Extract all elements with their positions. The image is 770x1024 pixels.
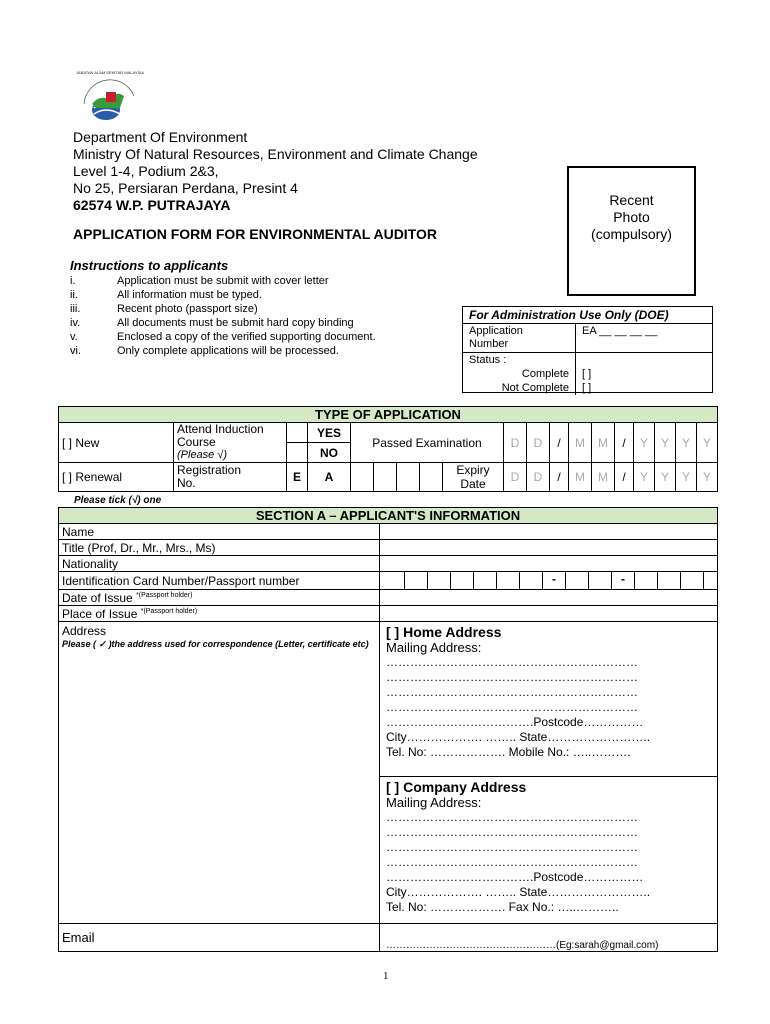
date-cell[interactable]: D bbox=[504, 423, 527, 463]
name-input[interactable] bbox=[380, 524, 718, 540]
date-issue-input[interactable] bbox=[380, 590, 718, 606]
admin-heading: For Administration Use Only (DOE) bbox=[463, 307, 712, 324]
yes-label: YES bbox=[308, 423, 351, 443]
date-cell[interactable]: D bbox=[527, 423, 550, 463]
new-checkbox[interactable]: [ ] New bbox=[59, 423, 174, 463]
date-issue-text: Date of Issue bbox=[62, 590, 133, 605]
admin-app-value: EA __ __ __ __ bbox=[582, 325, 658, 337]
address-label: Address bbox=[62, 624, 107, 638]
header-ministry: Ministry Of Natural Resources, Environment and Climate Change bbox=[73, 146, 478, 162]
passport-holder-note: *(Passport holder) bbox=[136, 591, 193, 599]
company-mailing-label: Mailing Address: bbox=[386, 795, 482, 810]
reg-e: E bbox=[287, 463, 308, 492]
header-city: 62574 W.P. PUTRAJAYA bbox=[73, 197, 231, 213]
home-address-block[interactable] bbox=[380, 622, 718, 777]
no-label: NO bbox=[308, 443, 351, 463]
instruction-item: i. Application must be submit with cover letter bbox=[70, 275, 329, 287]
instruction-item: ii. All information must be typed. bbox=[70, 289, 262, 301]
place-issue-label bbox=[59, 606, 380, 622]
attend-line3: (Please √) bbox=[177, 449, 228, 461]
admin-complete-label: Complete bbox=[521, 368, 569, 380]
reg-line1: Registration bbox=[177, 463, 242, 477]
reg-digit[interactable] bbox=[397, 463, 420, 492]
home-line: ……………………………………………………… bbox=[386, 670, 638, 684]
attend-course-label bbox=[174, 423, 287, 463]
instruction-item: vi. Only complete applications will be processed. bbox=[70, 345, 339, 357]
home-line: ……………………………………………………… bbox=[386, 655, 638, 669]
type-application-table bbox=[58, 406, 718, 492]
reg-digit[interactable] bbox=[351, 463, 374, 492]
date-cell[interactable]: M bbox=[592, 463, 615, 492]
reg-a: A bbox=[308, 463, 351, 492]
date-sep: / bbox=[615, 423, 634, 463]
company-address-block[interactable] bbox=[380, 777, 718, 924]
instruction-item: iii. Recent photo (passport size) bbox=[70, 303, 258, 315]
date-cell[interactable]: Y bbox=[697, 463, 718, 492]
date-sep: / bbox=[550, 423, 569, 463]
title-input[interactable] bbox=[380, 540, 718, 556]
yes-box[interactable] bbox=[287, 423, 308, 443]
nationality-label: Nationality bbox=[59, 556, 380, 572]
admin-box bbox=[462, 306, 713, 393]
reg-digit[interactable] bbox=[374, 463, 397, 492]
address-note: Please ( ✓ )the address used for correspondence (Letter, certificate etc) bbox=[62, 639, 369, 649]
instructions-heading: Instructions to applicants bbox=[70, 258, 229, 273]
page-number: 1 bbox=[383, 970, 389, 982]
header-street: No 25, Persiaran Perdana, Presint 4 bbox=[73, 180, 298, 196]
company-tel: Tel. No: ………………. Fax No.: …..……….. bbox=[386, 900, 619, 914]
address-label-cell bbox=[59, 622, 380, 924]
date-cell[interactable]: Y bbox=[697, 423, 718, 463]
home-tel: Tel. No: ………………. Mobile No.: …..………. bbox=[386, 745, 631, 759]
home-line: ……………………………………………………… bbox=[386, 700, 638, 714]
passport-holder-note: *(Passport holder) bbox=[140, 607, 198, 615]
renewal-checkbox[interactable]: [ ] Renewal bbox=[59, 463, 174, 492]
date-sep: / bbox=[550, 463, 569, 492]
reg-digit[interactable] bbox=[420, 463, 443, 492]
home-postcode: ……………………………….Postcode…………… bbox=[386, 715, 644, 729]
date-issue-label bbox=[59, 590, 380, 606]
nationality-input[interactable] bbox=[380, 556, 718, 572]
admin-notcomplete-box[interactable]: [ ] bbox=[582, 382, 592, 394]
company-line: ……………………………………………………… bbox=[386, 825, 638, 839]
company-postcode: ……………………………….Postcode…………… bbox=[386, 870, 644, 884]
date-cell[interactable]: Y bbox=[676, 463, 697, 492]
header-level: Level 1-4, Podium 2&3, bbox=[73, 163, 219, 179]
reg-line2: No. bbox=[177, 476, 196, 490]
instruction-item: iv. All documents must be submit hard copy binding bbox=[70, 317, 354, 329]
section-a-table bbox=[58, 507, 718, 952]
expiry-date-label: Expiry Date bbox=[443, 463, 504, 492]
doe-logo bbox=[76, 70, 144, 130]
passed-exam-label: Passed Examination bbox=[351, 423, 504, 463]
email-input[interactable]: ……………………………………………(Eg:sarah@gmail.com) bbox=[380, 924, 718, 952]
admin-complete-box[interactable]: [ ] bbox=[582, 368, 592, 380]
tick-note: Please tick (√) one bbox=[74, 495, 162, 506]
type-application-heading: TYPE OF APPLICATION bbox=[59, 407, 718, 423]
attend-line1: Attend Induction bbox=[177, 422, 264, 436]
logo-text: JABATAN ALAM SEKITAR MALAYSIA bbox=[76, 70, 144, 75]
photo-line2: Photo bbox=[613, 209, 650, 225]
admin-app-label2: Number bbox=[469, 338, 509, 350]
date-cell[interactable]: Y bbox=[634, 423, 655, 463]
date-cell[interactable]: M bbox=[569, 463, 592, 492]
company-line: ……………………………………………………… bbox=[386, 855, 638, 869]
date-cell[interactable]: Y bbox=[655, 423, 676, 463]
registration-label bbox=[174, 463, 287, 492]
place-issue-text: Place of Issue bbox=[62, 606, 138, 621]
date-cell[interactable]: Y bbox=[676, 423, 697, 463]
date-cell[interactable]: Y bbox=[655, 463, 676, 492]
company-address-checkbox[interactable]: [ ] Company Address bbox=[386, 779, 527, 795]
ic-dash: - bbox=[611, 572, 634, 589]
instructions-list bbox=[70, 274, 376, 358]
photo-line3: (compulsory) bbox=[591, 226, 672, 242]
photo-box[interactable] bbox=[567, 166, 696, 296]
date-cell[interactable]: D bbox=[504, 463, 527, 492]
company-line: ……………………………………………………… bbox=[386, 810, 638, 824]
ic-input[interactable] bbox=[380, 572, 718, 590]
date-cell[interactable]: M bbox=[569, 423, 592, 463]
date-sep: / bbox=[615, 463, 634, 492]
home-address-checkbox[interactable]: [ ] Home Address bbox=[386, 624, 502, 640]
title-label: Title (Prof, Dr., Mr., Mrs., Ms) bbox=[59, 540, 380, 556]
company-line: ……………………………………………………… bbox=[386, 840, 638, 854]
form-title: APPLICATION FORM FOR ENVIRONMENTAL AUDITOR bbox=[73, 226, 437, 242]
place-issue-input[interactable] bbox=[380, 606, 718, 622]
photo-line1: Recent bbox=[609, 192, 654, 208]
header-dept: Department Of Environment bbox=[73, 129, 248, 145]
ic-dash: - bbox=[542, 572, 565, 589]
admin-notcomplete-label: Not Complete bbox=[501, 382, 569, 394]
home-city: City………………. …….. State…………………….. bbox=[386, 730, 651, 744]
home-mailing-label: Mailing Address: bbox=[386, 640, 482, 655]
date-cell[interactable]: D bbox=[527, 463, 550, 492]
date-cell[interactable]: Y bbox=[634, 463, 655, 492]
no-box[interactable] bbox=[287, 443, 308, 463]
home-line: ……………………………………………………… bbox=[386, 685, 638, 699]
name-label: Name bbox=[59, 524, 380, 540]
admin-status-label: Status : bbox=[469, 354, 507, 366]
admin-app-label: Application bbox=[469, 325, 523, 337]
section-a-heading: SECTION A – APPLICANT'S INFORMATION bbox=[59, 508, 718, 524]
date-cell[interactable]: M bbox=[592, 423, 615, 463]
email-label: Email bbox=[59, 924, 380, 952]
instruction-item: v. Enclosed a copy of the verified supporting document. bbox=[70, 331, 376, 343]
company-city: City………………. …….. State…………………….. bbox=[386, 885, 651, 899]
attend-line2: Course bbox=[177, 435, 216, 449]
ic-label: Identification Card Number/Passport number bbox=[59, 572, 380, 590]
